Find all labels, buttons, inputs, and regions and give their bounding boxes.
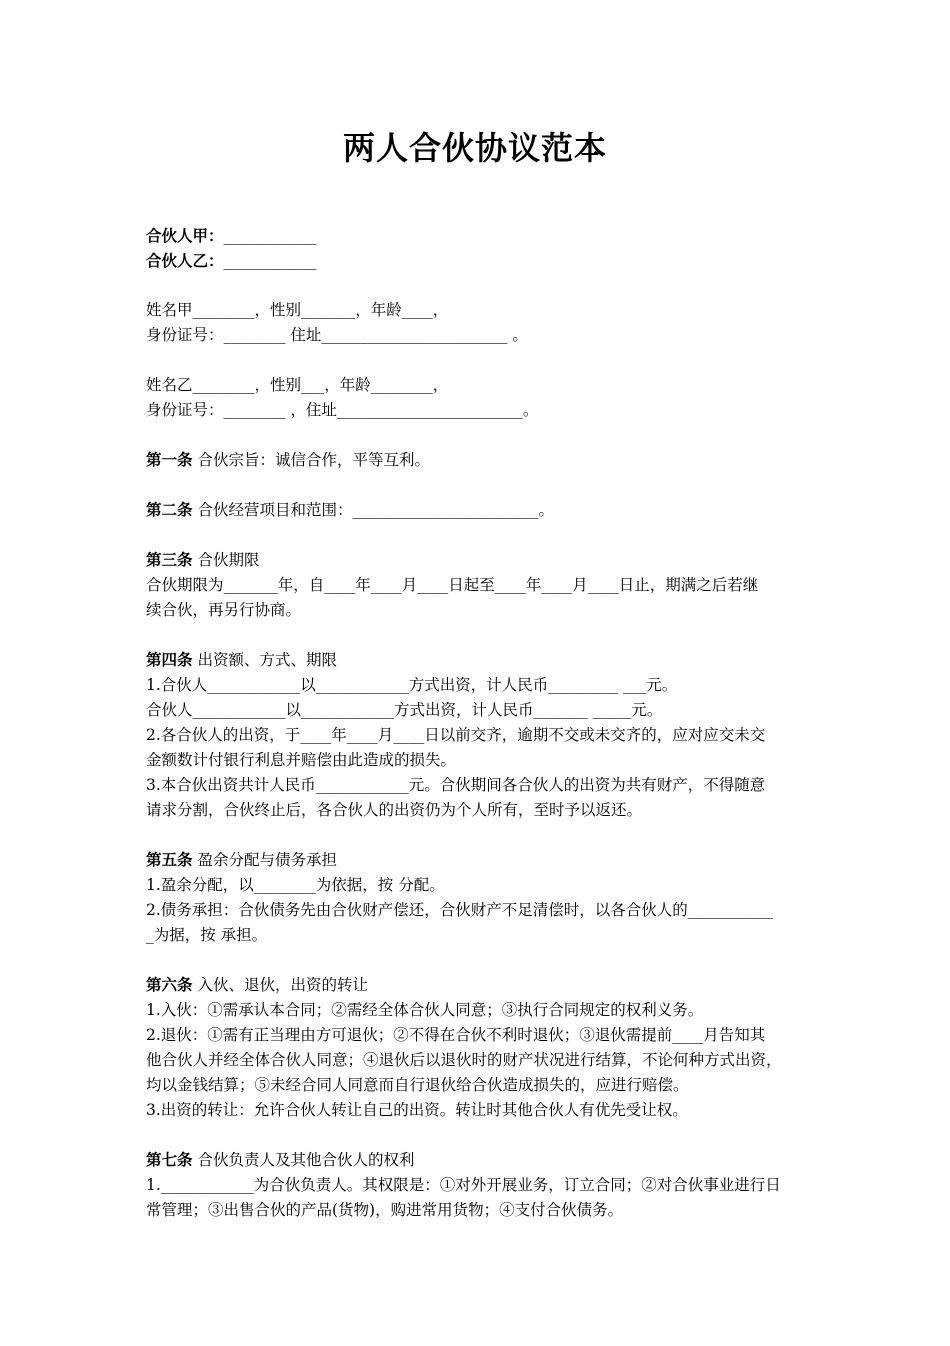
article-4-heading: 第四条	[146, 651, 193, 669]
article-4	[146, 648, 811, 673]
partner-a-line	[146, 224, 811, 249]
article-5-line-1: 1.盈余分配，以________为依据，按 分配。	[146, 876, 445, 894]
article-3-text: 合伙期限	[192, 551, 260, 569]
article-6-heading: 第六条	[146, 976, 193, 994]
article-2-text: 合伙经营项目和范围：________________________。	[192, 501, 554, 519]
article-2	[146, 498, 811, 523]
article-5-line-2: 2.债务承担：合伙债务先由合伙财产偿还，合伙财产不足清偿时，以各合伙人的___________	[146, 901, 774, 919]
document-title: 两人合伙协议范本	[342, 129, 607, 167]
id-b-line: 身份证号：________ ，住址________________________。	[146, 401, 539, 419]
article-6-text: 入伙、退伙，出资的转让	[192, 976, 368, 994]
article-3-line-2: 续合伙，再另行协商。	[146, 601, 302, 619]
partner-b-blank: ____________	[223, 252, 317, 270]
article-4-line-4: 金额数计付银行利息并赔偿由此造成的损失。	[146, 751, 457, 769]
article-6-line-5: 3.出资的转让：允许合伙人转让自己的出资。转让时其他合伙人有优先受让权。	[146, 1101, 688, 1119]
article-6-line-3: 他合伙人并经全体合伙人同意；④退伙后以退伙时的财产状况进行结算，不论何种方式出资，	[146, 1051, 782, 1069]
article-5	[146, 848, 811, 873]
article-4-line-6: 请求分割，合伙终止后，各合伙人的出资仍为个人所有，至时予以返还。	[146, 801, 643, 819]
article-4-line-5: 3.本合伙出资共计人民币____________元。合伙期间各合伙人的出资为共有财产，不得随意	[146, 776, 766, 794]
article-3-line-1: 合伙期限为_______年，自____年____月____日起至____年____月____日止，期满之后若继	[146, 576, 759, 594]
article-1-text: 合伙宗旨：诚信合作，平等互利。	[192, 451, 430, 469]
article-6-line-2: 2.退伙：①需有正当理由方可退伙；②不得在合伙不利时退伙；③退伙需提前____月告知其	[146, 1026, 766, 1044]
article-6-line-1: 1.入伙：①需承认本合同；②需经全体合伙人同意；③执行合同规定的权利义务。	[146, 1001, 704, 1019]
name-a-line: 姓名甲________，性别_______，年龄____，	[146, 301, 449, 319]
article-3-heading: 第三条	[146, 551, 193, 569]
article-1-heading: 第一条	[146, 451, 193, 469]
name-b-line: 姓名乙________，性别___，年龄________，	[146, 376, 449, 394]
article-6-line-4: 均以金钱结算；⑤未经合同人同意而自行退伙给合伙造成损失的，应进行赔偿。	[146, 1076, 689, 1094]
article-4-text: 出资额、方式、期限	[192, 651, 337, 669]
partner-b-line	[146, 249, 811, 274]
partner-a-label: 合伙人甲：	[146, 227, 224, 245]
article-1	[146, 448, 811, 473]
article-6	[146, 973, 811, 998]
partner-b-label: 合伙人乙：	[146, 252, 224, 270]
article-7-line-1: 1.____________为合伙负责人。其权限是：①对外开展业务，订立合同；②对合伙事业进行日	[146, 1176, 781, 1194]
article-5-heading: 第五条	[146, 851, 193, 869]
article-7-line-2: 常管理；③出售合伙的产品(货物)，购进常用货物；④支付合伙债务。	[146, 1201, 624, 1219]
article-7	[146, 1148, 811, 1173]
id-a-line: 身份证号：________ 住址________________________ 。	[146, 326, 528, 344]
article-4-line-1: 1.合伙人____________以____________方式出资，计人民币_________ ___元。	[146, 676, 678, 694]
article-4-line-2: 合伙人____________以____________方式出资，计人民币_______ _____元。	[146, 701, 663, 719]
article-7-heading: 第七条	[146, 1151, 193, 1169]
article-2-heading: 第二条	[146, 501, 193, 519]
article-5-text: 盈余分配与债务承担	[192, 851, 337, 869]
article-3	[146, 548, 811, 573]
partner-a-blank: ____________	[223, 227, 317, 245]
article-7-text: 合伙负责人及其他合伙人的权利	[192, 1151, 415, 1169]
article-5-line-3: _为据，按 承担。	[146, 926, 268, 944]
article-4-line-3: 2.各合伙人的出资，于____年____月____日以前交齐，逾期不交或未交齐的，应对应交未交	[146, 726, 766, 744]
